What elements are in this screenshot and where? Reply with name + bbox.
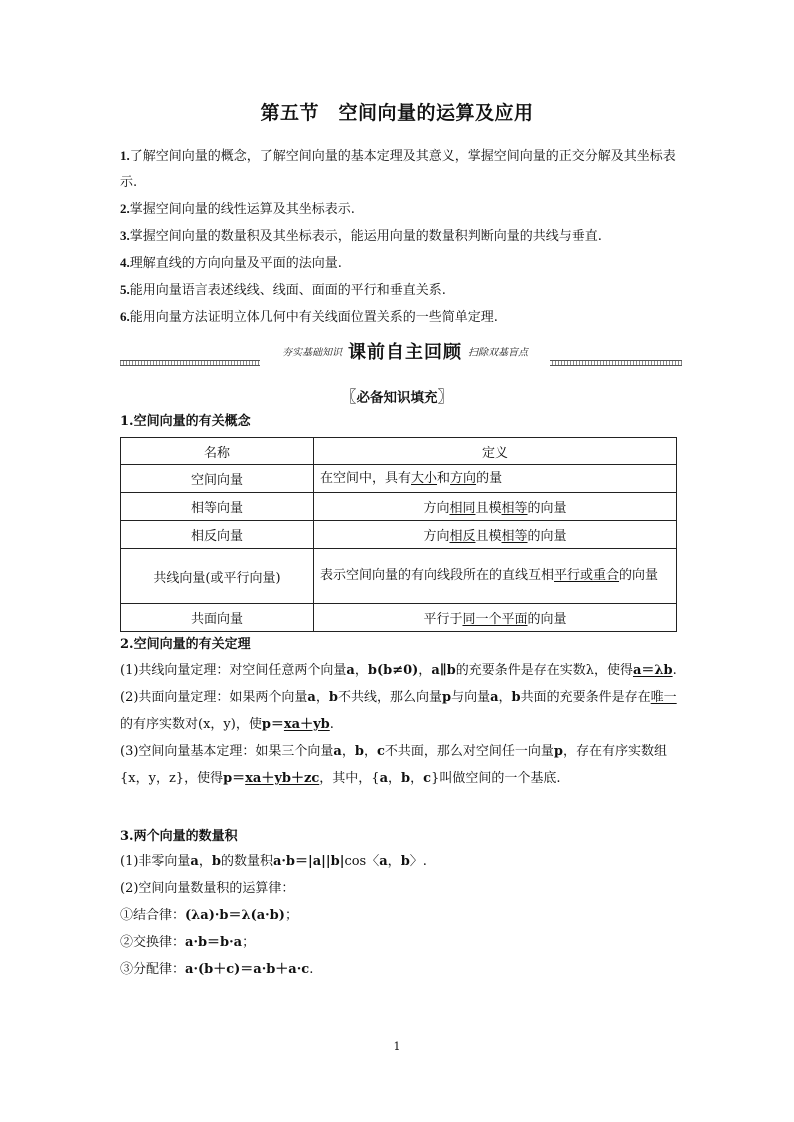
law-commutative: ②交换律：a·b＝b·a；	[120, 935, 256, 950]
table-row	[121, 604, 677, 632]
theorem-basis: (3)空间向量基本定理：如果三个向量a，b，c不共面，那么对空间任一向量p，存在有序实数组{x，y，z}，使得p＝xa＋yb＋zc，其中，{a，b，c}叫做空间的一个基底.	[120, 744, 668, 786]
definition-cell: 方向相反且模相等的向量	[314, 521, 677, 549]
law-associative: ①结合律：(λa)·b＝λ(a·b)；	[120, 908, 298, 923]
term-cell: 相反向量	[121, 521, 314, 549]
section-heading: 3.两个向量的数量积	[120, 829, 238, 844]
table-row	[121, 493, 677, 521]
section-heading: 2.空间向量的有关定理	[120, 637, 251, 652]
operation-laws-label: (2)空间向量数量积的运算律：	[120, 881, 295, 896]
banner-right-text: 扫除双基盲点	[468, 347, 528, 359]
term-cell: 共面向量	[121, 604, 314, 632]
theorem-coplanar: (2)共面向量定理：如果两个向量a，b不共线，那么向量p与向量a，b共面的充要条件是存在唯一的有序实数对(x，y)，使p＝xa＋yb.	[120, 690, 677, 732]
theorems-block	[120, 657, 680, 792]
dot-product-block	[120, 848, 680, 983]
objective-item: 5.能用向量语言表述线线、线面、面面的平行和垂直关系.	[120, 282, 446, 298]
term-cell: 相等向量	[121, 493, 314, 521]
law-distributive: ③分配律：a·(b＋c)＝a·b＋a·c.	[120, 962, 314, 977]
page-number: 1	[393, 1040, 401, 1053]
objective-item: 2.掌握空间向量的线性运算及其坐标表示.	[120, 201, 355, 217]
definition-cell: 在空间中，具有大小和方向的量	[314, 465, 677, 493]
banner-left-text: 夯实基础知识	[282, 347, 342, 359]
table-header-cell: 名称	[121, 438, 314, 465]
term-cell: 共线向量(或平行向量)	[121, 549, 314, 604]
section-heading: 1.空间向量的有关概念	[120, 414, 251, 429]
definition-cell: 平行于同一个平面的向量	[314, 604, 677, 632]
table-header-row	[121, 438, 677, 465]
banner-label	[260, 338, 550, 368]
table-row	[121, 521, 677, 549]
term-cell: 空间向量	[121, 465, 314, 493]
objective-item: 1.了解空间向量的概念，了解空间向量的基本定理及其意义，掌握空间向量的正交分解及其坐标表示.	[120, 148, 676, 190]
objective-item: 4.理解直线的方向向量及平面的法向量.	[120, 255, 342, 271]
dot-product-definition: (1)非零向量a，b的数量积a·b＝|a||b|cos〈a，b〉.	[120, 854, 427, 869]
concepts-table	[120, 437, 677, 632]
table-header-cell: 定义	[314, 438, 677, 465]
objective-item: 3.掌握空间向量的数量积及其坐标表示，能运用向量的数量积判断向量的共线与垂直.	[120, 228, 602, 244]
definition-cell: 表示空间向量的有向线段所在的直线互相平行或重合的向量	[314, 549, 677, 604]
section-banner	[120, 336, 682, 372]
learning-objectives	[120, 143, 680, 331]
banner-main-text: 课前自主回顾	[348, 342, 462, 363]
objective-item: 6.能用向量方法证明立体几何中有关线面位置关系的一些简单定理.	[120, 309, 498, 325]
theorem-collinear: (1)共线向量定理：对空间任意两个向量a，b(b≠0)，a∥b的充要条件是存在实数λ，使得a＝λb.	[120, 663, 677, 678]
table-row	[121, 465, 677, 493]
definition-cell: 方向相同且模相等的向量	[314, 493, 677, 521]
fill-heading: 〖必备知识填充〗	[340, 387, 454, 406]
table-row	[121, 549, 677, 604]
page-title: 第五节 空间向量的运算及应用	[260, 102, 534, 124]
